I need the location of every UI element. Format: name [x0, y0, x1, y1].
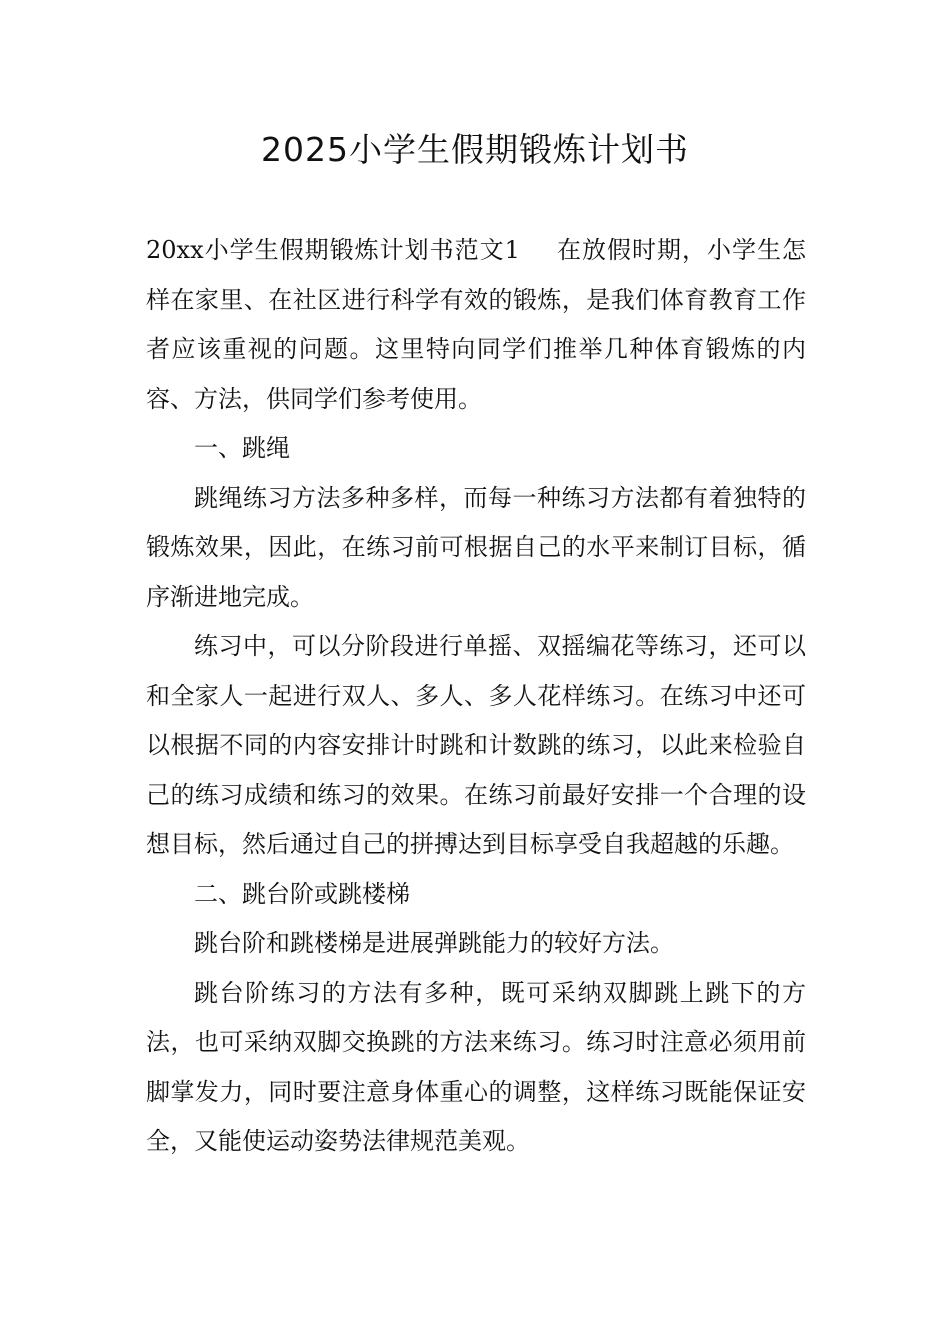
intro-prefix: 20xx小学生假期锻炼计划书范文1 — [146, 236, 520, 264]
intro-paragraph — [146, 226, 806, 424]
document-body — [146, 226, 806, 1167]
intro-text: 在放假时期，小学生怎样在家里、在社区进行科学有效的锻炼，是我们体育教育工作者应该重视的问题。这里特向同学们推举几种体育锻炼的内容、方法，供同学们参考使用。 — [146, 236, 807, 413]
body-paragraph: 练习中，可以分阶段进行单摇、双摇编花等练习，还可以和全家人一起进行双人、多人、多人花样练习。在练习中还可以根据不同的内容安排计时跳和计数跳的练习，以此来检验自己的练习成绩和练习的效果。在练习前最好安排一个合理的设想目标，然后通过自己的拼搏达到目标享受自我超越的乐趣。 — [146, 632, 806, 858]
document-title: 2025小学生假期锻炼计划书 — [261, 130, 689, 169]
section-heading-jump-rope: 一、跳绳 — [194, 434, 290, 462]
section-heading-stair-jump: 二、跳台阶或跳楼梯 — [194, 879, 410, 908]
body-paragraph: 跳绳练习方法多种多样，而每一种练习方法都有着独特的锻炼效果，因此，在练习前可根据自己的水平来制订目标，循序渐进地完成。 — [146, 483, 806, 611]
body-paragraph: 跳台阶练习的方法有多种，既可采纳双脚跳上跳下的方法，也可采纳双脚交换跳的方法来练习。练习时注意必须用前脚掌发力，同时要注意身体重心的调整，这样练习既能保证安全，又能使运动姿势法律规范美观。 — [146, 978, 806, 1155]
body-paragraph: 跳台阶和跳楼梯是进展弹跳能力的较好方法。 — [194, 929, 674, 957]
